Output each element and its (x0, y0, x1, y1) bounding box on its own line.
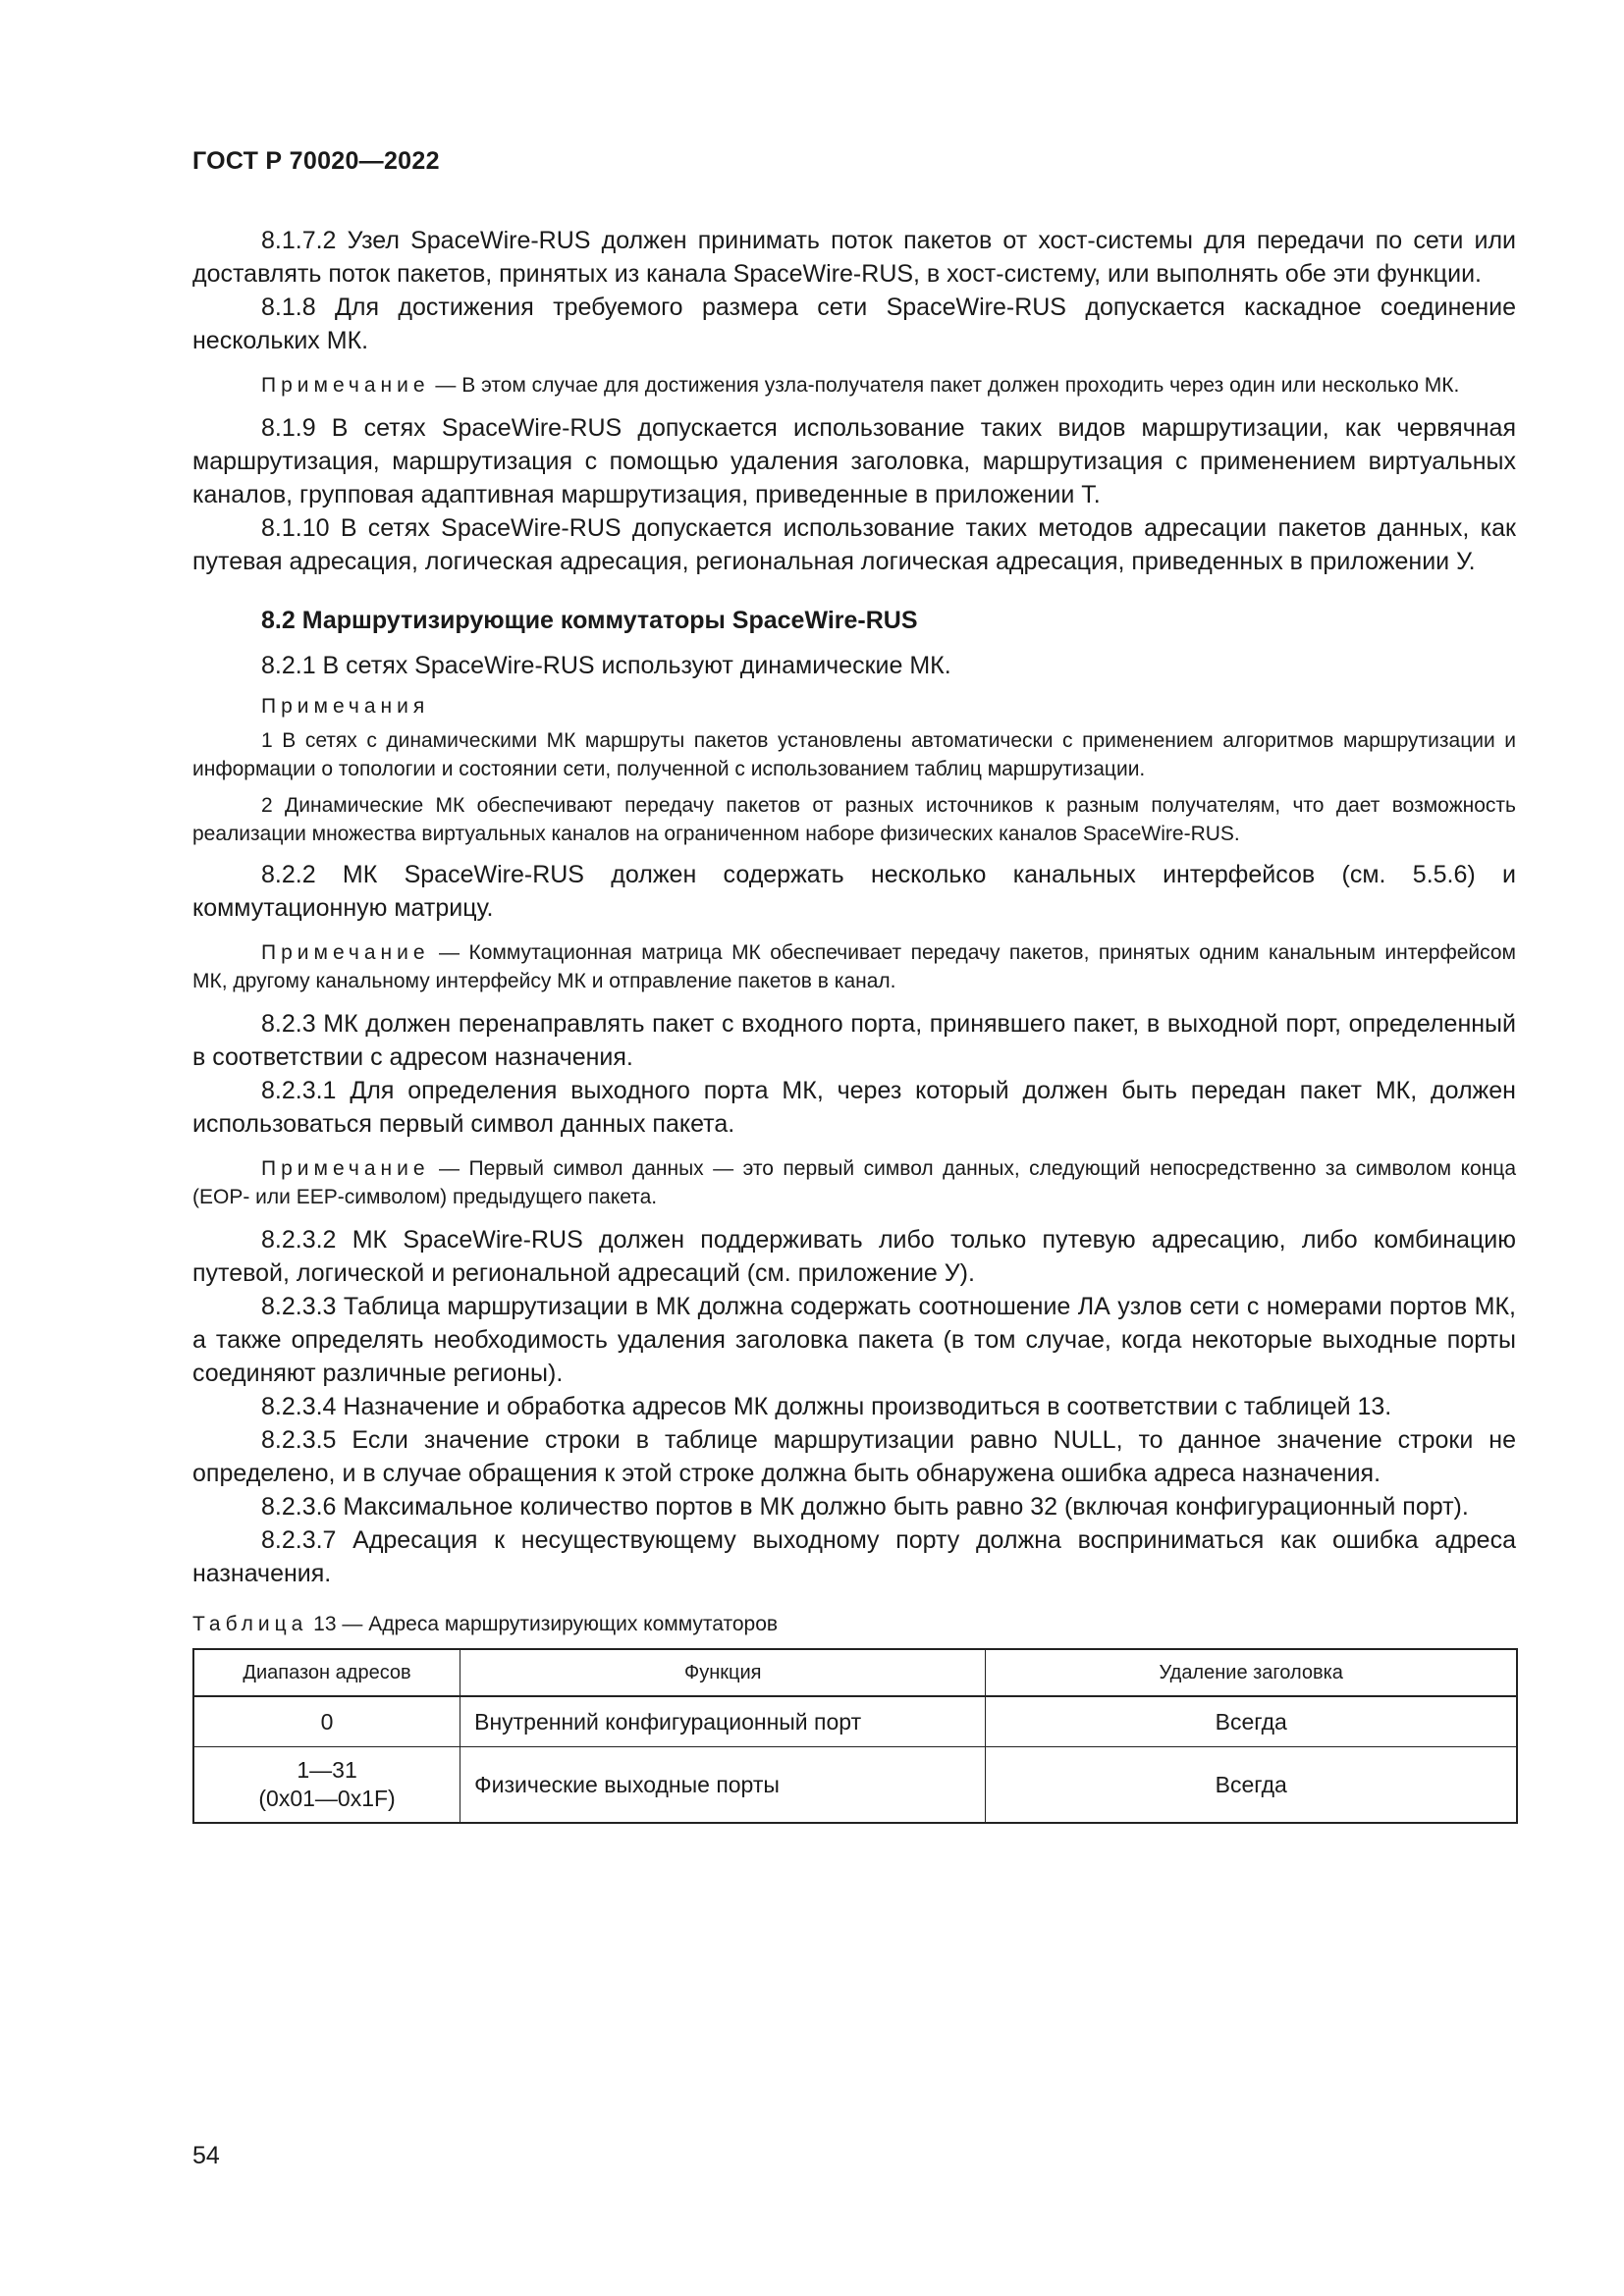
notes-title: Примечания (261, 695, 430, 718)
paragraph-8-2-2: 8.2.2 МК SpaceWire-RUS должен содержать несколько канальных интерфейсов (см. 5.5.6) и коммутационную матрицу. (192, 861, 1516, 922)
note-8-2-3-1 (192, 1154, 1516, 1211)
note-text: — Коммутационная матрица МК обеспечивает передачу пакетов, принятых одним канальным интерфейсом МК, другому канальному интерфейсу МК и отправление пакетов в канал. (192, 941, 1516, 992)
column-header-header-removal: Удаление заголовка (986, 1649, 1517, 1696)
note-label: Примечание (261, 941, 430, 964)
paragraph-8-1-9: 8.1.9 В сетях SpaceWire-RUS допускается использование таких видов маршрутизации, как червячная маршрутизация, маршрутизация с помощью удаления заголовка, маршрутизация с применением виртуальных каналов, групповая адаптивная маршрутизация, приведенные в приложении Т. (192, 414, 1516, 508)
note-text: — Первый символ данных — это первый символ данных, следующий непосредственно за символом конца (ЕОР- или ЕЕР-символом) предыдущего пакета. (192, 1157, 1516, 1208)
paragraph-8-2-3-6: 8.2.3.6 Максимальное количество портов в МК должно быть равно 32 (включая конфигурационный порт). (261, 1493, 1469, 1521)
note-label: Примечание (261, 374, 430, 397)
note-8-2-2 (192, 938, 1516, 995)
table-caption-text: 13 — Адреса маршрутизирующих коммутаторов (307, 1613, 779, 1635)
column-header-range: Диапазон адресов (193, 1649, 460, 1696)
cell-function: Внутренний конфигурационный порт (460, 1696, 986, 1747)
cell-range (193, 1747, 460, 1824)
cell-function: Физические выходные порты (460, 1747, 986, 1824)
note-item-2: 2 Динамические МК обеспечивают передачу пакетов от разных источников к разным получателям, что дает возможность реализации множества виртуальных каналов на ограниченном наборе физических каналов SpaceWire-RUS. (192, 794, 1516, 845)
table-header-row (193, 1649, 1517, 1696)
paragraph-8-1-10: 8.1.10 В сетях SpaceWire-RUS допускается использование таких методов адресации пакетов данных, как путевая адресация, логическая адресация, региональная логическая адресация, приведенных в приложении У. (192, 514, 1516, 575)
document-page (192, 0, 1516, 2296)
paragraph-8-2-3-3: 8.2.3.3 Таблица маршрутизации в МК должна содержать соотношение ЛА узлов сети с номерами портов МК, а также определять необходимость удаления заголовка пакета (в том случае, когда некоторые выходные порты соединяют различные регионы). (192, 1293, 1516, 1387)
note-item-1: 1 В сетях с динамическими МК маршруты пакетов установлены автоматически с применением алгоритмов маршрутизации и информации о топологии и состоянии сети, полученной с использованием таблиц маршрутизации. (192, 729, 1516, 780)
cell-range-hex: (0x01—0x1F) (258, 1786, 396, 1811)
cell-range-decimal: 1—31 (297, 1757, 357, 1783)
table-row (193, 1747, 1517, 1824)
note-text: — В этом случае для достижения узла-получателя пакет должен проходить через один или несколько МК. (429, 374, 1460, 397)
document-body (192, 224, 1516, 1824)
note-label: Примечание (261, 1157, 430, 1180)
paragraph-8-2-3-1: 8.2.3.1 Для определения выходного порта МК, через который должен быть передан пакет МК, должен использоваться первый символ данных пакета. (192, 1077, 1516, 1138)
column-header-function: Функция (460, 1649, 986, 1696)
address-table (192, 1648, 1518, 1824)
section-heading-8-2: 8.2 Маршрутизирующие коммутаторы SpaceWire-RUS (261, 607, 918, 634)
cell-header-removal: Всегда (986, 1696, 1517, 1747)
note-8-1-8 (192, 371, 1516, 400)
page-number: 54 (192, 2142, 220, 2169)
paragraph-8-2-3-4: 8.2.3.4 Назначение и обработка адресов МК должны производиться в соответствии с таблицей 13. (261, 1393, 1392, 1420)
paragraph-8-2-3-7: 8.2.3.7 Адресация к несуществующему выходному порту должна восприниматься как ошибка адреса назначения. (192, 1526, 1516, 1587)
cell-range: 0 (193, 1696, 460, 1747)
cell-header-removal: Всегда (986, 1747, 1517, 1824)
paragraph-8-2-3-5: 8.2.3.5 Если значение строки в таблице маршрутизации равно NULL, то данное значение строки не определено, и в случае обращения к этой строке должна быть обнаружена ошибка адреса назначения. (192, 1426, 1516, 1487)
table-caption (192, 1610, 1516, 1638)
paragraph-8-2-3: 8.2.3 МК должен перенаправлять пакет с входного порта, принявшего пакет, в выходной порт, определенный в соответствии с адресом назначения. (192, 1010, 1516, 1071)
document-header: ГОСТ Р 70020—2022 (192, 147, 440, 175)
paragraph-8-1-7-2: 8.1.7.2 Узел SpaceWire-RUS должен принимать поток пакетов от хост-системы для передачи по сети или доставлять поток пакетов, принятых из канала SpaceWire-RUS, в хост-систему, или выполнять обе эти функции. (192, 227, 1516, 288)
table-caption-label: Таблица (192, 1613, 308, 1635)
paragraph-8-1-8: 8.1.8 Для достижения требуемого размера сети SpaceWire-RUS допускается каскадное соединение нескольких МК. (192, 294, 1516, 354)
paragraph-8-2-1: 8.2.1 В сетях SpaceWire-RUS используют динамические МК. (261, 652, 951, 679)
paragraph-8-2-3-2: 8.2.3.2 МК SpaceWire-RUS должен поддерживать либо только путевую адресацию, либо комбинацию путевой, логической и региональной адресаций (см. приложение У). (192, 1226, 1516, 1287)
table-row (193, 1696, 1517, 1747)
